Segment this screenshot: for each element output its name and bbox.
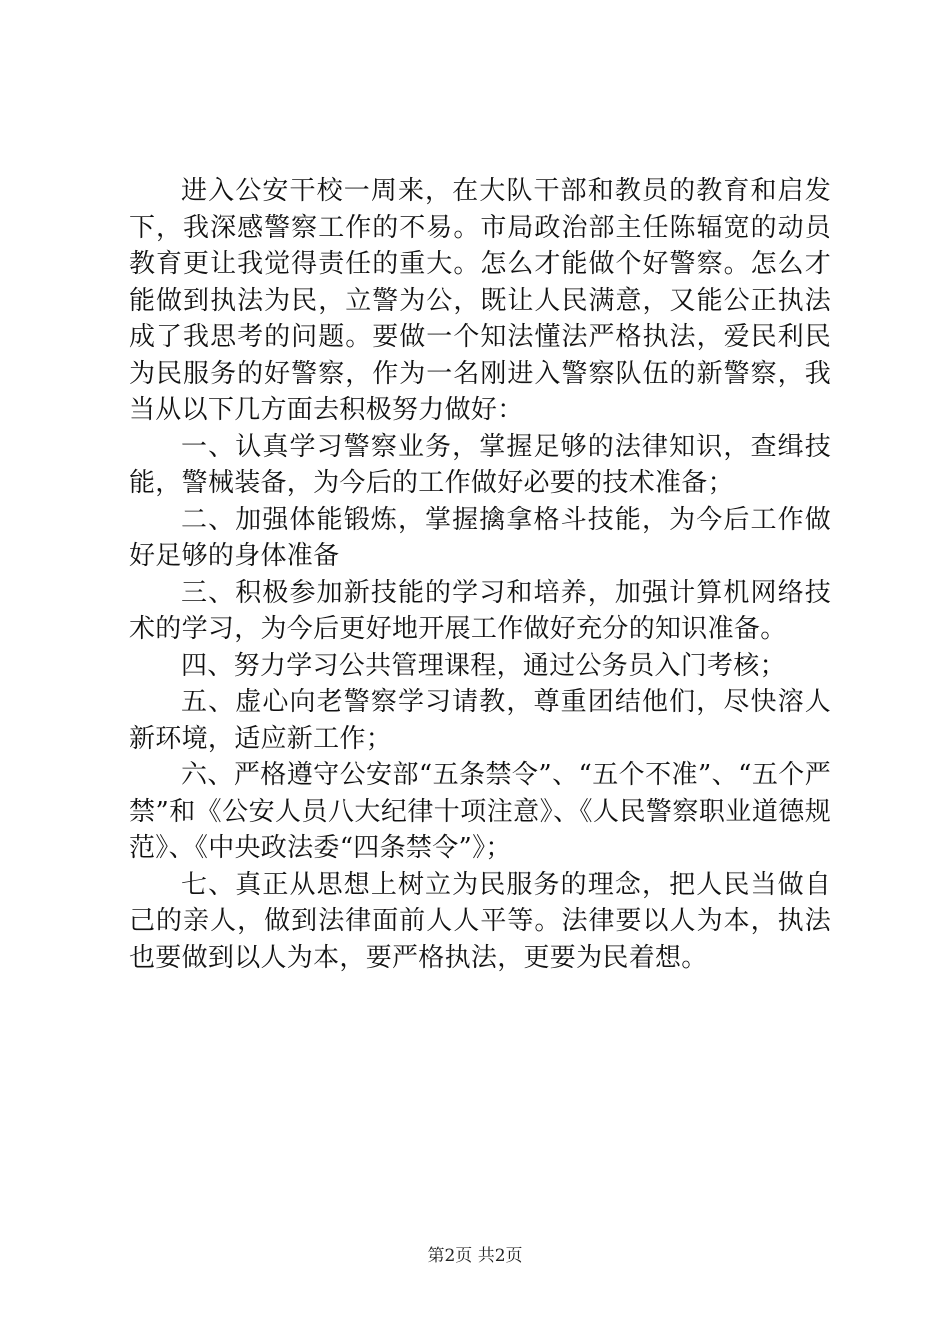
paragraph-intro: 进入公安干校一周来，在大队干部和教员的教育和启发下，我深感警察工作的不易。市局政治部主任陈辐宽的动员教育更让我觉得责任的重大。怎么才能做个好警察。怎么才能做到执法为民，立警为公，既让人民满意，又能公正执法成了我思考的问题。要做一个知法懂法严格执法，爱民利民为民服务的好警察，作为一名刚进入警察队伍的新警察，我当从以下几方面去积极努力做好： — [129, 176, 831, 425]
page-footer: 第2页 共2页 — [427, 1246, 523, 1266]
paragraph-item-5: 五、虚心向老警察学习请教，尊重团结他们，尽快溶人新环境，适应新工作； — [129, 687, 831, 754]
paragraph-item-2: 二、加强体能锻炼，掌握擒拿格斗技能，为今后工作做好足够的身体准备 — [129, 504, 831, 571]
paragraph-item-4: 四、努力学习公共管理课程，通过公务员入门考核； — [181, 650, 786, 681]
paragraph-item-3: 三、积极参加新技能的学习和培养，加强计算机网络技术的学习，为今后更好地开展工作做好充分的知识准备。 — [129, 577, 831, 644]
document-body — [129, 173, 831, 976]
paragraph-item-1: 一、认真学习警察业务，掌握足够的法律知识，查缉技能，警械装备，为今后的工作做好必要的技术准备； — [129, 431, 831, 498]
paragraph-item-6: 六、严格遵守公安部“五条禁令”、“五个不准”、“五个严禁”和《公安人员八大纪律十项注意》、《人民警察职业道德规范》、《中央政法委“四条禁令”》； — [129, 760, 831, 863]
paragraph-item-7: 七、真正从思想上树立为民服务的理念，把人民当做自己的亲人，做到法律面前人人平等。法律要以人为本，执法也要做到以人为本，要严格执法，更要为民着想。 — [129, 869, 831, 973]
